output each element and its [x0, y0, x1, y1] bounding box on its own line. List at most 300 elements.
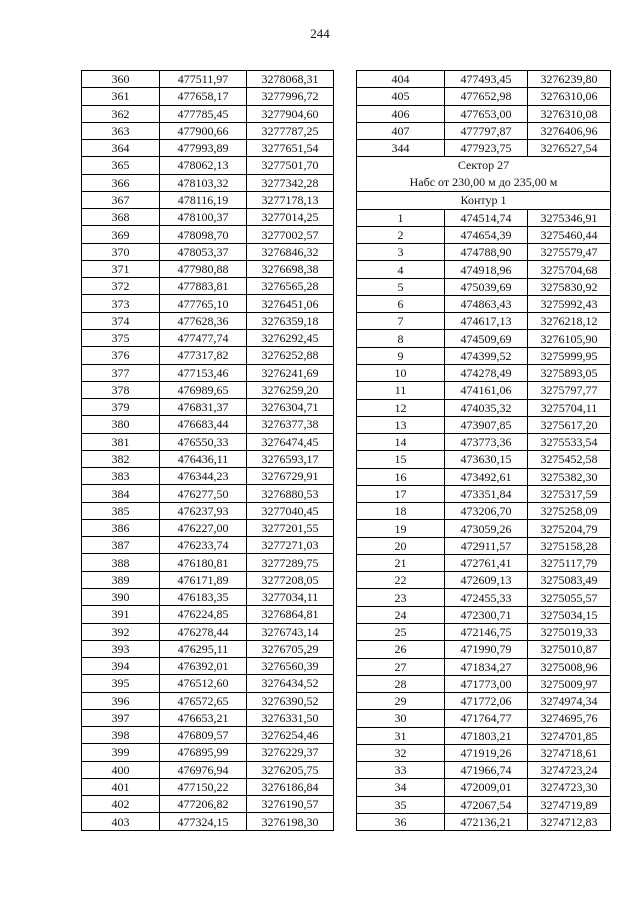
- y-coordinate-cell: 3276880,53: [247, 485, 334, 502]
- y-coordinate-cell: 3276434,52: [247, 675, 334, 692]
- table-row: [82, 606, 334, 623]
- point-number-cell: 20: [357, 537, 445, 554]
- table-row: [82, 191, 334, 208]
- point-number-cell: 395: [82, 675, 160, 692]
- x-coordinate-cell: 476171,89: [160, 571, 247, 588]
- x-coordinate-cell: 471773,00: [445, 675, 528, 692]
- x-coordinate-cell: 476831,37: [160, 399, 247, 416]
- point-number-cell: 365: [82, 157, 160, 174]
- y-coordinate-cell: 3275999,95: [528, 347, 611, 364]
- x-coordinate-cell: 472911,57: [445, 537, 528, 554]
- y-coordinate-cell: 3275617,20: [528, 416, 611, 433]
- x-coordinate-cell: 476295,11: [160, 640, 247, 657]
- y-coordinate-cell: 3277002,57: [247, 226, 334, 243]
- x-coordinate-cell: 476237,93: [160, 502, 247, 519]
- x-coordinate-cell: 474035,32: [445, 399, 528, 416]
- y-coordinate-cell: 3276406,96: [528, 122, 611, 139]
- page-number: 244: [310, 26, 330, 41]
- table-row: [82, 813, 334, 830]
- point-number-cell: 377: [82, 364, 160, 381]
- point-number-cell: 13: [357, 416, 445, 433]
- y-coordinate-cell: 3277289,75: [247, 554, 334, 571]
- point-number-cell: 27: [357, 658, 445, 675]
- table-row: [357, 122, 611, 139]
- y-coordinate-cell: 3277271,03: [247, 537, 334, 554]
- point-number-cell: 363: [82, 122, 160, 139]
- x-coordinate-cell: 477150,22: [160, 778, 247, 795]
- point-number-cell: 1: [357, 209, 445, 226]
- y-coordinate-cell: 3275893,05: [528, 364, 611, 381]
- x-coordinate-cell: 477653,00: [445, 105, 528, 122]
- point-number-cell: 11: [357, 382, 445, 399]
- table-row: [357, 399, 611, 416]
- table-row: [82, 658, 334, 675]
- x-coordinate-cell: 472136,21: [445, 813, 528, 830]
- y-coordinate-cell: 3276593,17: [247, 450, 334, 467]
- x-coordinate-cell: 471764,77: [445, 710, 528, 727]
- y-coordinate-cell: 3274695,76: [528, 710, 611, 727]
- point-number-cell: 31: [357, 727, 445, 744]
- x-coordinate-cell: 477324,15: [160, 813, 247, 830]
- x-coordinate-cell: 471803,21: [445, 727, 528, 744]
- coordinates-table-right-bottom-body: [357, 209, 611, 831]
- x-coordinate-cell: 476180,81: [160, 554, 247, 571]
- x-coordinate-cell: 477883,81: [160, 278, 247, 295]
- point-number-cell: 370: [82, 243, 160, 260]
- table-row: [82, 174, 334, 191]
- table-row: [82, 692, 334, 709]
- y-coordinate-cell: 3275055,57: [528, 589, 611, 606]
- y-coordinate-cell: 3277501,70: [247, 157, 334, 174]
- table-row: [82, 502, 334, 519]
- y-coordinate-cell: 3274974,34: [528, 693, 611, 710]
- coordinates-table-left-body: [82, 71, 334, 831]
- point-number-cell: 21: [357, 554, 445, 571]
- x-coordinate-cell: 478098,70: [160, 226, 247, 243]
- x-coordinate-cell: 477477,74: [160, 329, 247, 346]
- point-number-cell: 406: [357, 105, 445, 122]
- point-number-cell: 34: [357, 779, 445, 796]
- point-number-cell: 391: [82, 606, 160, 623]
- table-row: [82, 744, 334, 761]
- y-coordinate-cell: 3276205,75: [247, 761, 334, 778]
- point-number-cell: 369: [82, 226, 160, 243]
- point-number-cell: 380: [82, 416, 160, 433]
- point-number-cell: 26: [357, 641, 445, 658]
- table-row: [82, 450, 334, 467]
- table-row: [357, 261, 611, 278]
- table-row: [357, 744, 611, 761]
- point-number-cell: 6: [357, 295, 445, 312]
- x-coordinate-cell: 477317,82: [160, 347, 247, 364]
- table-row: [82, 761, 334, 778]
- table-row: [357, 140, 611, 157]
- y-coordinate-cell: 3274719,89: [528, 796, 611, 813]
- table-row: [357, 278, 611, 295]
- y-coordinate-cell: 3277034,11: [247, 588, 334, 605]
- point-number-cell: 7: [357, 313, 445, 330]
- y-coordinate-cell: 3276864,81: [247, 606, 334, 623]
- x-coordinate-cell: 472067,54: [445, 796, 528, 813]
- table-row: [82, 105, 334, 122]
- x-coordinate-cell: 476344,23: [160, 468, 247, 485]
- x-coordinate-cell: 477923,75: [445, 140, 528, 157]
- table-row: [357, 762, 611, 779]
- x-coordinate-cell: 477993,89: [160, 140, 247, 157]
- x-coordinate-cell: 471772,06: [445, 693, 528, 710]
- table-row: [82, 312, 334, 329]
- point-number-cell: 364: [82, 140, 160, 157]
- y-coordinate-cell: 3276846,32: [247, 243, 334, 260]
- table-row: [82, 727, 334, 744]
- y-coordinate-cell: 3276474,45: [247, 433, 334, 450]
- x-coordinate-cell: 474509,69: [445, 330, 528, 347]
- table-row: [82, 226, 334, 243]
- y-coordinate-cell: 3276565,28: [247, 278, 334, 295]
- table-row: [357, 468, 611, 485]
- x-coordinate-cell: 477658,17: [160, 88, 247, 105]
- table-row: [82, 364, 334, 381]
- y-coordinate-cell: 3276254,46: [247, 727, 334, 744]
- point-number-cell: 368: [82, 209, 160, 226]
- sector-height-range: Набс от 230,00 м до 235,00 м: [409, 175, 558, 190]
- y-coordinate-cell: 3274712,83: [528, 813, 611, 830]
- coordinates-table-right: [356, 70, 611, 831]
- y-coordinate-cell: 3276105,90: [528, 330, 611, 347]
- table-row: [357, 485, 611, 502]
- table-row: [357, 226, 611, 243]
- y-coordinate-cell: 3276331,50: [247, 709, 334, 726]
- point-number-cell: 360: [82, 71, 160, 88]
- x-coordinate-cell: 476224,85: [160, 606, 247, 623]
- point-number-cell: 19: [357, 520, 445, 537]
- y-coordinate-cell: 3275019,33: [528, 623, 611, 640]
- y-coordinate-cell: 3276292,45: [247, 329, 334, 346]
- point-number-cell: 374: [82, 312, 160, 329]
- table-row: [82, 675, 334, 692]
- table-row: [357, 572, 611, 589]
- point-number-cell: 12: [357, 399, 445, 416]
- point-number-cell: 366: [82, 174, 160, 191]
- point-number-cell: 362: [82, 105, 160, 122]
- x-coordinate-cell: 477153,46: [160, 364, 247, 381]
- point-number-cell: 373: [82, 295, 160, 312]
- y-coordinate-cell: 3276377,38: [247, 416, 334, 433]
- x-coordinate-cell: 477900,66: [160, 122, 247, 139]
- y-coordinate-cell: 3275460,44: [528, 226, 611, 243]
- table-row: [82, 623, 334, 640]
- x-coordinate-cell: 472609,13: [445, 572, 528, 589]
- y-coordinate-cell: 3276186,84: [247, 778, 334, 795]
- table-row: [82, 433, 334, 450]
- y-coordinate-cell: 3278068,31: [247, 71, 334, 88]
- y-coordinate-cell: 3276743,14: [247, 623, 334, 640]
- y-coordinate-cell: 3275010,87: [528, 641, 611, 658]
- point-number-cell: 394: [82, 658, 160, 675]
- point-number-cell: 25: [357, 623, 445, 640]
- table-row: [357, 813, 611, 830]
- point-number-cell: 399: [82, 744, 160, 761]
- point-number-cell: 393: [82, 640, 160, 657]
- x-coordinate-cell: 474788,90: [445, 244, 528, 261]
- table-row: [82, 381, 334, 398]
- table-row: [357, 554, 611, 571]
- point-number-cell: 398: [82, 727, 160, 744]
- x-coordinate-cell: 476278,44: [160, 623, 247, 640]
- table-row: [82, 243, 334, 260]
- y-coordinate-cell: 3275533,54: [528, 434, 611, 451]
- y-coordinate-cell: 3276304,71: [247, 399, 334, 416]
- table-row: [82, 640, 334, 657]
- point-number-cell: 381: [82, 433, 160, 450]
- y-coordinate-cell: 3277904,60: [247, 105, 334, 122]
- y-coordinate-cell: 3276560,39: [247, 658, 334, 675]
- table-row: [82, 140, 334, 157]
- x-coordinate-cell: 473907,85: [445, 416, 528, 433]
- table-row: [82, 295, 334, 312]
- x-coordinate-cell: 477980,88: [160, 260, 247, 277]
- table-row: [357, 364, 611, 381]
- point-number-cell: 400: [82, 761, 160, 778]
- x-coordinate-cell: 478062,13: [160, 157, 247, 174]
- sector-header-cell: [357, 157, 611, 192]
- table-row: [357, 623, 611, 640]
- x-coordinate-cell: 472455,33: [445, 589, 528, 606]
- x-coordinate-cell: 476550,33: [160, 433, 247, 450]
- table-row: [82, 209, 334, 226]
- y-coordinate-cell: 3276229,37: [247, 744, 334, 761]
- y-coordinate-cell: 3275992,43: [528, 295, 611, 312]
- table-row: [82, 260, 334, 277]
- y-coordinate-cell: 3276451,06: [247, 295, 334, 312]
- x-coordinate-cell: 477628,36: [160, 312, 247, 329]
- table-row: [82, 519, 334, 536]
- y-coordinate-cell: 3276259,20: [247, 381, 334, 398]
- point-number-cell: 4: [357, 261, 445, 278]
- y-coordinate-cell: 3276241,69: [247, 364, 334, 381]
- point-number-cell: 36: [357, 813, 445, 830]
- x-coordinate-cell: 474278,49: [445, 364, 528, 381]
- y-coordinate-cell: 3275797,77: [528, 382, 611, 399]
- point-number-cell: 384: [82, 485, 160, 502]
- table-row: [82, 347, 334, 364]
- x-coordinate-cell: 474617,13: [445, 313, 528, 330]
- x-coordinate-cell: 477652,98: [445, 88, 528, 105]
- table-row: [82, 278, 334, 295]
- sector-header: [357, 157, 611, 209]
- point-number-cell: 3: [357, 244, 445, 261]
- y-coordinate-cell: 3276252,88: [247, 347, 334, 364]
- table-row: [357, 434, 611, 451]
- table-row: [357, 209, 611, 226]
- table-row: [357, 244, 611, 261]
- y-coordinate-cell: 3277208,05: [247, 571, 334, 588]
- x-coordinate-cell: 474399,52: [445, 347, 528, 364]
- point-number-cell: 386: [82, 519, 160, 536]
- table-row: [357, 589, 611, 606]
- x-coordinate-cell: 477797,87: [445, 122, 528, 139]
- x-coordinate-cell: 473351,84: [445, 485, 528, 502]
- x-coordinate-cell: 478053,37: [160, 243, 247, 260]
- point-number-cell: 29: [357, 693, 445, 710]
- table-row: [357, 313, 611, 330]
- point-number-cell: 23: [357, 589, 445, 606]
- y-coordinate-cell: 3276698,38: [247, 260, 334, 277]
- y-coordinate-cell: 3276198,30: [247, 813, 334, 830]
- y-coordinate-cell: 3277342,28: [247, 174, 334, 191]
- table-row: [82, 399, 334, 416]
- point-number-cell: 385: [82, 502, 160, 519]
- table-row: [82, 796, 334, 813]
- x-coordinate-cell: 476436,11: [160, 450, 247, 467]
- point-number-cell: 15: [357, 451, 445, 468]
- x-coordinate-cell: 477493,45: [445, 71, 528, 88]
- point-number-cell: 5: [357, 278, 445, 295]
- y-coordinate-cell: 3275117,79: [528, 554, 611, 571]
- x-coordinate-cell: 473773,36: [445, 434, 528, 451]
- y-coordinate-cell: 3275034,15: [528, 606, 611, 623]
- x-coordinate-cell: 472009,01: [445, 779, 528, 796]
- table-row: [82, 88, 334, 105]
- point-number-cell: 361: [82, 88, 160, 105]
- x-coordinate-cell: 473630,15: [445, 451, 528, 468]
- y-coordinate-cell: 3276705,29: [247, 640, 334, 657]
- point-number-cell: 28: [357, 675, 445, 692]
- x-coordinate-cell: 478103,32: [160, 174, 247, 191]
- x-coordinate-cell: 474514,74: [445, 209, 528, 226]
- table-row: [357, 382, 611, 399]
- point-number-cell: 392: [82, 623, 160, 640]
- point-number-cell: 401: [82, 778, 160, 795]
- point-number-cell: 379: [82, 399, 160, 416]
- table-row: [82, 588, 334, 605]
- y-coordinate-cell: 3276729,91: [247, 468, 334, 485]
- y-coordinate-cell: 3275158,28: [528, 537, 611, 554]
- table-row: [357, 105, 611, 122]
- y-coordinate-cell: 3275009,97: [528, 675, 611, 692]
- x-coordinate-cell: 475039,69: [445, 278, 528, 295]
- x-coordinate-cell: 472761,41: [445, 554, 528, 571]
- point-number-cell: 33: [357, 762, 445, 779]
- y-coordinate-cell: 3277996,72: [247, 88, 334, 105]
- point-number-cell: 18: [357, 503, 445, 520]
- x-coordinate-cell: 471834,27: [445, 658, 528, 675]
- x-coordinate-cell: 476683,44: [160, 416, 247, 433]
- table-row: [82, 416, 334, 433]
- table-row: [357, 88, 611, 105]
- x-coordinate-cell: 474654,39: [445, 226, 528, 243]
- table-row: [82, 709, 334, 726]
- x-coordinate-cell: 476989,65: [160, 381, 247, 398]
- x-coordinate-cell: 473206,70: [445, 503, 528, 520]
- table-row: [82, 778, 334, 795]
- table-row: [357, 503, 611, 520]
- table-row: [357, 658, 611, 675]
- point-number-cell: 8: [357, 330, 445, 347]
- table-row: [357, 779, 611, 796]
- table-row: [357, 295, 611, 312]
- x-coordinate-cell: 472146,75: [445, 623, 528, 640]
- point-number-cell: 9: [357, 347, 445, 364]
- table-row: [357, 451, 611, 468]
- y-coordinate-cell: 3275579,47: [528, 244, 611, 261]
- x-coordinate-cell: 476392,01: [160, 658, 247, 675]
- table-row: [82, 571, 334, 588]
- point-number-cell: 35: [357, 796, 445, 813]
- y-coordinate-cell: 3275008,96: [528, 658, 611, 675]
- y-coordinate-cell: 3277178,13: [247, 191, 334, 208]
- x-coordinate-cell: 472300,71: [445, 606, 528, 623]
- table-row: [357, 606, 611, 623]
- y-coordinate-cell: 3276218,12: [528, 313, 611, 330]
- table-row: [82, 157, 334, 174]
- x-coordinate-cell: 478116,19: [160, 191, 247, 208]
- y-coordinate-cell: 3275830,92: [528, 278, 611, 295]
- point-number-cell: 344: [357, 140, 445, 157]
- table-row: [357, 727, 611, 744]
- y-coordinate-cell: 3276190,57: [247, 796, 334, 813]
- y-coordinate-cell: 3275204,79: [528, 520, 611, 537]
- table-row: [82, 71, 334, 88]
- table-row: [357, 520, 611, 537]
- table-row: [82, 468, 334, 485]
- point-number-cell: 378: [82, 381, 160, 398]
- point-number-cell: 397: [82, 709, 160, 726]
- point-number-cell: 388: [82, 554, 160, 571]
- x-coordinate-cell: 477765,10: [160, 295, 247, 312]
- table-row: [357, 796, 611, 813]
- y-coordinate-cell: 3274701,85: [528, 727, 611, 744]
- y-coordinate-cell: 3275704,68: [528, 261, 611, 278]
- point-number-cell: 387: [82, 537, 160, 554]
- x-coordinate-cell: 471990,79: [445, 641, 528, 658]
- coordinates-table-right-top-body: [357, 71, 611, 157]
- table-row: [82, 537, 334, 554]
- y-coordinate-cell: 3275346,91: [528, 209, 611, 226]
- x-coordinate-cell: 477206,82: [160, 796, 247, 813]
- y-coordinate-cell: 3276359,18: [247, 312, 334, 329]
- y-coordinate-cell: 3277201,55: [247, 519, 334, 536]
- point-number-cell: 30: [357, 710, 445, 727]
- point-number-cell: 382: [82, 450, 160, 467]
- table-row: [357, 675, 611, 692]
- x-coordinate-cell: 471919,26: [445, 744, 528, 761]
- sector-header-row: [357, 157, 611, 192]
- y-coordinate-cell: 3275317,59: [528, 485, 611, 502]
- table-row: [357, 416, 611, 433]
- point-number-cell: 383: [82, 468, 160, 485]
- point-number-cell: 16: [357, 468, 445, 485]
- x-coordinate-cell: 477785,45: [160, 105, 247, 122]
- x-coordinate-cell: 473492,61: [445, 468, 528, 485]
- y-coordinate-cell: 3277787,25: [247, 122, 334, 139]
- x-coordinate-cell: 477511,97: [160, 71, 247, 88]
- y-coordinate-cell: 3276390,52: [247, 692, 334, 709]
- y-coordinate-cell: 3275258,09: [528, 503, 611, 520]
- x-coordinate-cell: 476895,99: [160, 744, 247, 761]
- y-coordinate-cell: 3276527,54: [528, 140, 611, 157]
- point-number-cell: 403: [82, 813, 160, 830]
- point-number-cell: 389: [82, 571, 160, 588]
- table-row: [357, 693, 611, 710]
- x-coordinate-cell: 476227,00: [160, 519, 247, 536]
- x-coordinate-cell: 476277,50: [160, 485, 247, 502]
- table-row: [357, 710, 611, 727]
- y-coordinate-cell: 3277014,25: [247, 209, 334, 226]
- y-coordinate-cell: 3275452,58: [528, 451, 611, 468]
- x-coordinate-cell: 476183,35: [160, 588, 247, 605]
- point-number-cell: 402: [82, 796, 160, 813]
